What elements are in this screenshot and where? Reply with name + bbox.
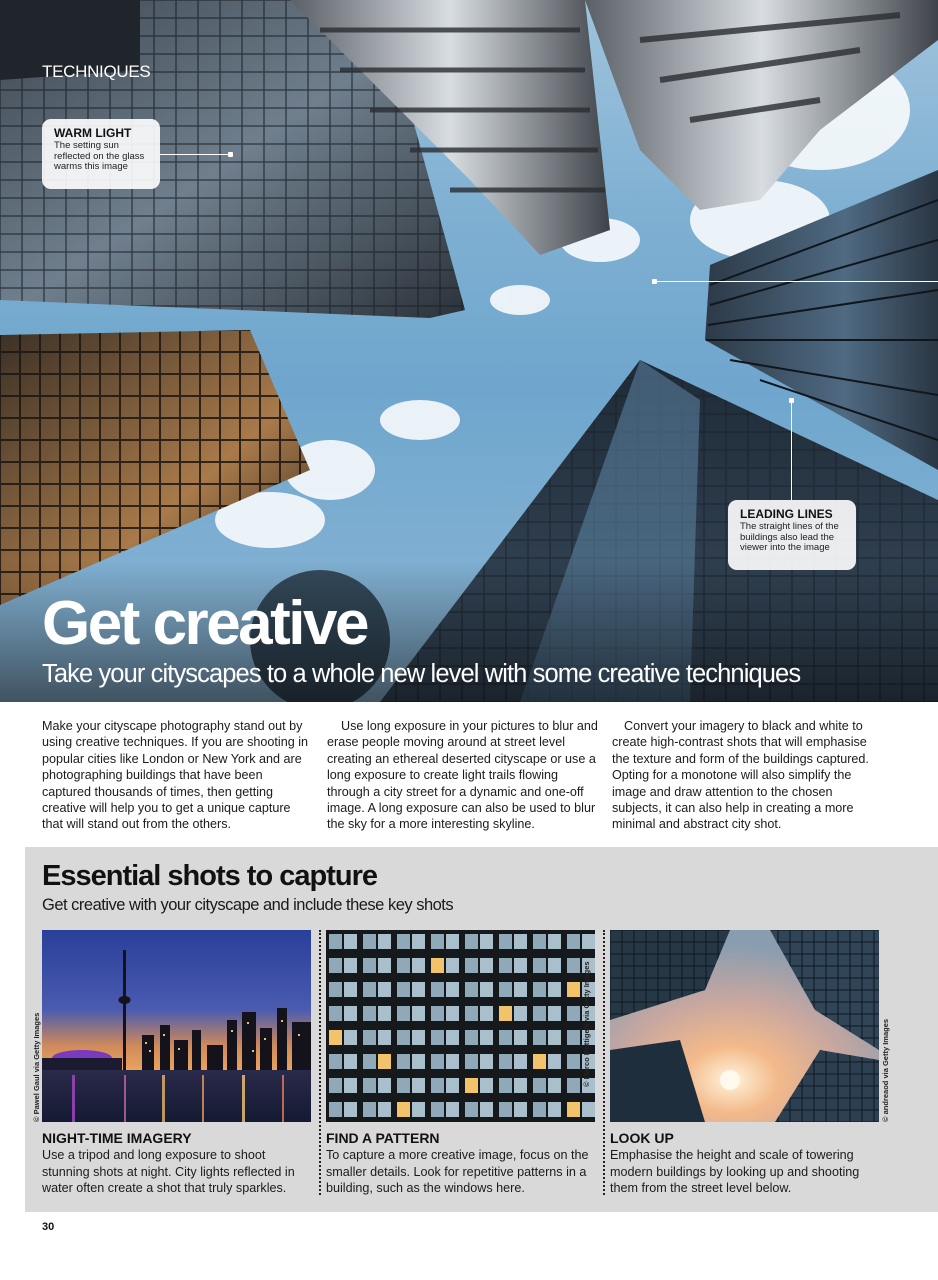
- intro-column-2: [327, 718, 599, 833]
- photo-credit: © andreaod via Getty Images: [881, 1018, 890, 1122]
- photo-credit: © Pawel Gaul via Getty Images: [32, 1012, 41, 1122]
- essential-title: Essential shots to capture: [42, 860, 377, 892]
- page-subtitle: Take your cityscapes to a whole new level with some creative techniques: [42, 660, 801, 688]
- intro-paragraph: Make your cityscape photography stand out by using creative techniques. If you are shooting in popular cities like London or New York and are photographing buildings that have been captured thousands of times, then getting creative will help you to get a unique capture that will stand out from the others.: [42, 719, 309, 832]
- intro-paragraph: Convert your imagery to black and white to create high-contrast shots that will emphasise the texture and form of the buildings captured. Opting for a monotone will also simplify the image and draw attention to the chosen subjects, it can also help in creating a more minimal and abstract city shot.: [612, 719, 869, 832]
- callout-pointer-dot: [228, 152, 233, 157]
- essential-subtitle: Get creative with your cityscape and include these key shots: [42, 896, 454, 914]
- callout-leading-lines: [728, 500, 856, 570]
- look-up-photo: [610, 930, 879, 1122]
- callout-pointer-line: [655, 281, 938, 282]
- callout-text: The straight lines of the buildings also lead the viewer into the image: [740, 521, 839, 553]
- page-title: Get creative: [42, 589, 367, 658]
- night-skyline-photo: [42, 930, 311, 1122]
- dotted-divider: [603, 930, 605, 1195]
- callout-title: WARM LIGHT: [54, 126, 132, 140]
- window-pattern-photo: [326, 930, 595, 1122]
- callout-pointer-dot: [652, 279, 657, 284]
- callout-pointer-line: [160, 154, 232, 155]
- callout-pointer-line: [791, 401, 792, 500]
- callout-text: The setting sun reflected on the glass warms this image: [54, 140, 145, 172]
- essential-shots-box: [25, 847, 938, 1212]
- intro-paragraph: Use long exposure in your pictures to blur and erase people moving around at street level creating an ethereal deserted cityscape or use a long exposure to create light trails flowing through a city street for a dynamic and one-off image. A long exposure can also be used to blur the sky for a more interesting skyline.: [327, 719, 598, 832]
- shot-text: To capture a more creative image, focus on the smaller details. Look for repetitive patterns in a building, such as the windows here.: [326, 1148, 589, 1196]
- intro-column-1: [42, 718, 314, 833]
- callout-title: LEADING LINES: [740, 507, 833, 521]
- shot-title: LOOK UP: [610, 1130, 674, 1146]
- callout-pointer-dot: [789, 398, 794, 403]
- dotted-divider: [319, 930, 321, 1195]
- shot-title: NIGHT-TIME IMAGERY: [42, 1130, 192, 1146]
- shot-title: FIND A PATTERN: [326, 1130, 440, 1146]
- intro-column-3: [612, 718, 884, 833]
- intro-columns: [42, 718, 882, 838]
- shot-text: Emphasise the height and scale of towering modern buildings by looking up and shooting them from the street level below.: [610, 1148, 860, 1196]
- callout-warm-light: [42, 119, 160, 189]
- section-tag: TECHNIQUES: [42, 62, 151, 81]
- page-number: 30: [42, 1221, 55, 1233]
- shot-text: Use a tripod and long exposure to shoot stunning shots at night. City lights reflected in water often create a shot that truly sparkles.: [42, 1148, 295, 1196]
- photo-credit: © Marco Bottigelli via Getty Images: [582, 961, 591, 1087]
